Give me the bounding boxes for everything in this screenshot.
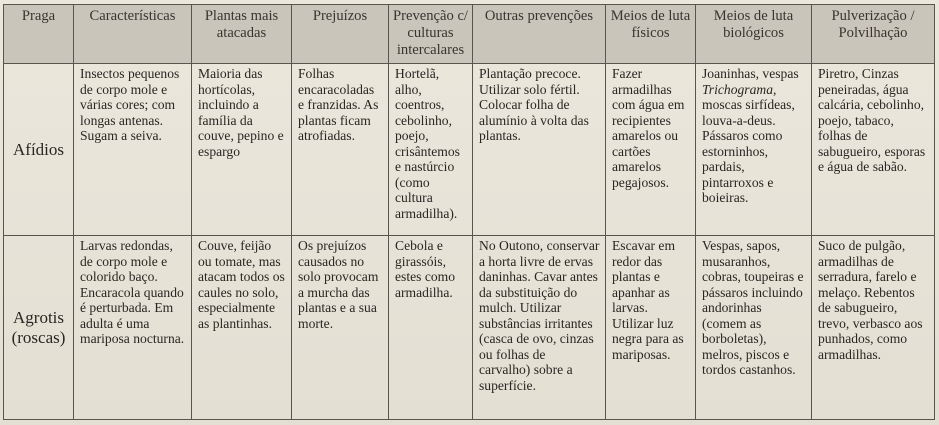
meios-biologicos-cell: [696, 64, 812, 236]
caracteristicas-cell: Insectos pequenos de corpo mole e várias cores; com longas antenas. Sugam a seiva.: [74, 64, 192, 236]
outras-prevencoes-cell: No Outono, conservar a horta livre de ervas daninhas. Cavar antes da substituição do mulch. Utilizar substâncias irritantes (casca de ovo, cinzas ou folhas de carvalho) sobre a superfície.: [473, 236, 606, 420]
outras-prevencoes-cell: Plantação precoce. Utilizar solo fértil. Colocar folha de alumínio à volta das plantas.: [473, 64, 606, 236]
prejuizos-cell: Folhas encaracoladas e franzidas. As plantas ficam atrofiadas.: [292, 64, 389, 236]
prevencao-culturas-cell: Hortelã, alho, coentros, cebolinho, poejo, crisântemos e nastúrcio (como cultura armadilha).: [389, 64, 473, 236]
header-meios-fisicos: Meios de luta físicos: [606, 5, 696, 64]
praga-cell: Agrotis (roscas): [4, 236, 74, 420]
header-plantas-atacadas: Plantas mais atacadas: [192, 5, 292, 64]
header-prejuizos: Prejuízos: [292, 5, 389, 64]
pulverizacao-cell: Piretro, Cinzas peneiradas, água calcária, cebolinho, poejo, tabaco, folhas de sabugueiro, esporas e água de sabão.: [812, 64, 935, 236]
prejuizos-cell: Os prejuízos causados no solo provocam a murcha das plantas e a sua morte.: [292, 236, 389, 420]
header-praga: Praga: [4, 5, 74, 64]
meios-biologicos-cell: Vespas, sapos, musaranhos, cobras, toupeiras e pássaros incluindo andorinhas (comem as borboletas), melros, piscos e tordos castanhos.: [696, 236, 812, 420]
table-row: [4, 64, 935, 236]
header-prevencao-culturas: Prevenção c/ culturas intercalares: [389, 5, 473, 64]
biologicos-text-part: , moscas sirfídeas, louva-a-deus. Pássaros como estorninhos, pardais, pintarroxos e boieiras.: [702, 81, 795, 205]
header-caracteristicas: Características: [74, 5, 192, 64]
header-row: [4, 5, 935, 64]
caracteristicas-cell: Larvas redondas, de corpo mole e colorido baço. Encaracola quando é perturbada. Em adulta é uma mariposa nocturna.: [74, 236, 192, 420]
pest-control-table: [3, 4, 935, 420]
pulverizacao-cell: Suco de pulgão, armadilhas de serradura, farelo e melaço. Rebentos de sabugueiro, trevo, verbasco aos punhados, como armadilhas.: [812, 236, 935, 420]
praga-cell: Afídios: [4, 64, 74, 236]
meios-fisicos-cell: Fazer armadilhas com água em recipientes amarelos ou cartões amarelos pegajosos.: [606, 64, 696, 236]
meios-fisicos-cell: Escavar em redor das plantas e apanhar as larvas. Utilizar luz negra para as mariposas.: [606, 236, 696, 420]
header-pulverizacao: Pulverização / Polvilhação: [812, 5, 935, 64]
plantas-cell: Couve, feijão ou tomate, mas atacam todos os caules no solo, especialmente as plantinhas.: [192, 236, 292, 420]
prevencao-culturas-cell: Cebola e girassóis, estes como armadilha.: [389, 236, 473, 420]
biologicos-italic-term: Trichograma: [702, 81, 774, 97]
header-outras-prevencoes: Outras prevenções: [473, 5, 606, 64]
biologicos-text-part: Joaninhas, vespas: [702, 66, 799, 81]
plantas-cell: Maioria das hortícolas, incluindo a família da couve, pepino e espargo: [192, 64, 292, 236]
table-row: [4, 236, 935, 420]
header-meios-biologicos: Meios de luta biológicos: [696, 5, 812, 64]
